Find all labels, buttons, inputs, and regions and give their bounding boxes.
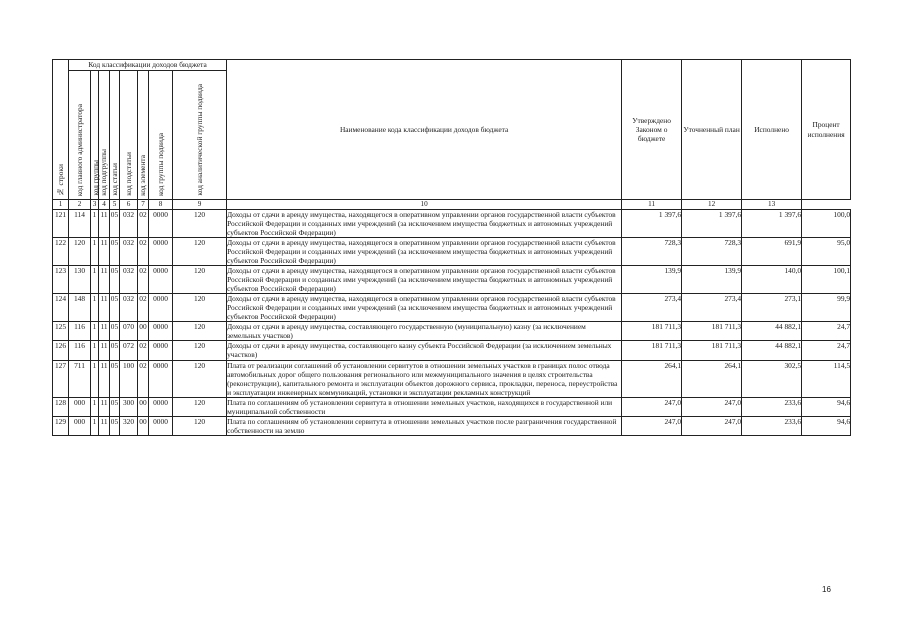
header-percent: Процент исполнения [802,60,851,200]
approved-value: 264,1 [622,360,682,397]
analytic-group-code: 120 [173,397,227,416]
executed-value: 302,5 [742,360,802,397]
percent-value: 24,7 [802,322,851,341]
refined-value: 1 397,6 [682,210,742,238]
table-row [53,210,851,238]
header-code-subgroup: код подгруппы [99,71,110,200]
article-code: 05 [110,360,120,397]
subtype-group-code: 0000 [149,238,173,266]
header-row-top [53,60,851,71]
admin-code: 120 [69,238,91,266]
column-index: 5 [110,200,120,210]
percent-value: 94,6 [802,416,851,435]
executed-value: 233,6 [742,416,802,435]
subtype-group-code: 0000 [149,322,173,341]
row-number: 121 [53,210,69,238]
subtype-group-code: 0000 [149,294,173,322]
analytic-group-code: 120 [173,416,227,435]
article-code: 05 [110,397,120,416]
admin-code: 000 [69,397,91,416]
approved-value: 273,4 [622,294,682,322]
percent-value: 100,0 [802,210,851,238]
percent-value: 99,9 [802,294,851,322]
approved-value: 181 711,3 [622,341,682,360]
row-number: 125 [53,322,69,341]
admin-code: 116 [69,322,91,341]
row-number: 122 [53,238,69,266]
header-approved: Утверждено Законом о бюджете [622,60,682,200]
column-index: 9 [173,200,227,210]
header-name: Наименование кода классификации доходов бюджета [227,60,622,200]
executed-value: 44 882,1 [742,322,802,341]
article-code: 05 [110,210,120,238]
element-code: 02 [138,238,149,266]
row-number: 129 [53,416,69,435]
percent-value: 100,1 [802,266,851,294]
element-code: 02 [138,360,149,397]
executed-value: 273,1 [742,294,802,322]
admin-code: 114 [69,210,91,238]
table-row [53,238,851,266]
row-number: 127 [53,360,69,397]
subarticle-code: 100 [120,360,138,397]
refined-value: 247,0 [682,416,742,435]
element-code: 02 [138,210,149,238]
executed-value: 691,9 [742,238,802,266]
approved-value: 247,0 [622,397,682,416]
subarticle-code: 320 [120,416,138,435]
subgroup-code: 11 [99,266,110,294]
revenue-name: Доходы от сдачи в аренду имущества, находящегося в оперативном управлении органов государственной власти субъектов Российской Федерации и созданных ими учреждений (за исключением имущества бюджетных и автономных учреждений субъектов Российской Федерации) [227,266,622,294]
revenue-name: Доходы от сдачи в аренду имущества, находящегося в оперативном управлении органов государственной власти субъектов Российской Федерации и созданных ими учреждений (за исключением имущества бюджетных и автономных учреждений субъектов Российской Федерации) [227,294,622,322]
revenue-name: Доходы от сдачи в аренду имущества, находящегося в оперативном управлении органов государственной власти субъектов Российской Федерации и созданных ими учреждений (за исключением имущества бюджетных и автономных учреждений субъектов Российской Федерации) [227,238,622,266]
group-code: 1 [91,238,99,266]
revenue-name: Доходы от сдачи в аренду имущества, находящегося в оперативном управлении органов государственной власти субъектов Российской Федерации и созданных ими учреждений (за исключением имущества бюджетных и автономных учреждений субъектов Российской Федерации) [227,210,622,238]
approved-value: 247,0 [622,416,682,435]
executed-value: 233,6 [742,397,802,416]
header-code-group-col: код группы [91,71,99,200]
revenue-name: Доходы от сдачи в аренду имущества, составляющего казну субъекта Российской Федерации (за исключением земельных участков) [227,341,622,360]
column-index: 13 [742,200,802,210]
header-row-number: № строки [53,60,69,200]
header-code-subarticle: код подстатьи [120,71,138,200]
admin-code: 148 [69,294,91,322]
group-code: 1 [91,341,99,360]
table-row [53,294,851,322]
refined-value: 181 711,3 [682,322,742,341]
group-code: 1 [91,210,99,238]
column-index-row [53,200,851,210]
subarticle-code: 032 [120,294,138,322]
analytic-group-code: 120 [173,360,227,397]
subgroup-code: 11 [99,294,110,322]
header-code-article: код статьи [110,71,120,200]
subgroup-code: 11 [99,360,110,397]
column-index: 3 [91,200,99,210]
approved-value: 181 711,3 [622,322,682,341]
analytic-group-code: 120 [173,341,227,360]
table-row [53,360,851,397]
executed-value: 44 882,1 [742,341,802,360]
article-code: 05 [110,322,120,341]
subgroup-code: 11 [99,397,110,416]
row-number: 124 [53,294,69,322]
row-number: 128 [53,397,69,416]
group-code: 1 [91,266,99,294]
analytic-group-code: 120 [173,210,227,238]
percent-value: 95,0 [802,238,851,266]
revenue-name: Плата от реализации соглашений об установлении сервитутов в отношении земельных участков в границах полос отвода автомобильных дорог общего пользования регионального или межмуниципального значения в целях строительства (реконструкции), капитального ремонта и эксплуатации объектов дорожного сервиса, прокладки, переноса, переустройства и эксплуатации инженерных коммуникаций, установки и эксплуатации рекламных конструкций [227,360,622,397]
table-row [53,266,851,294]
element-code: 00 [138,416,149,435]
column-index: 4 [99,200,110,210]
table-row [53,397,851,416]
subtype-group-code: 0000 [149,341,173,360]
admin-code: 711 [69,360,91,397]
subgroup-code: 11 [99,416,110,435]
subgroup-code: 11 [99,210,110,238]
subtype-group-code: 0000 [149,397,173,416]
refined-value: 181 711,3 [682,341,742,360]
element-code: 02 [138,294,149,322]
subtype-group-code: 0000 [149,210,173,238]
column-index: 1 [53,200,69,210]
element-code: 02 [138,266,149,294]
group-code: 1 [91,360,99,397]
subarticle-code: 070 [120,322,138,341]
approved-value: 139,9 [622,266,682,294]
element-code: 00 [138,322,149,341]
table-row [53,341,851,360]
header-executed: Исполнено [742,60,802,200]
refined-value: 264,1 [682,360,742,397]
subgroup-code: 11 [99,341,110,360]
column-index: 8 [149,200,173,210]
approved-value: 1 397,6 [622,210,682,238]
article-code: 05 [110,266,120,294]
admin-code: 130 [69,266,91,294]
article-code: 05 [110,416,120,435]
subgroup-code: 11 [99,322,110,341]
table-row [53,416,851,435]
group-code: 1 [91,294,99,322]
group-code: 1 [91,322,99,341]
header-code-element: код элемента [138,71,149,200]
row-number: 123 [53,266,69,294]
header-code-subtype-group: код группы подвида [149,71,173,200]
executed-value: 1 397,6 [742,210,802,238]
header-refined: Уточненный план [682,60,742,200]
subarticle-code: 300 [120,397,138,416]
article-code: 05 [110,238,120,266]
refined-value: 139,9 [682,266,742,294]
analytic-group-code: 120 [173,322,227,341]
refined-value: 247,0 [682,397,742,416]
revenue-name: Доходы от сдачи в аренду имущества, составляющего государственную (муниципальную) казну (за исключением земельных участков) [227,322,622,341]
column-index: 2 [69,200,91,210]
column-index: 11 [622,200,682,210]
element-code: 00 [138,397,149,416]
approved-value: 728,3 [622,238,682,266]
percent-value: 114,5 [802,360,851,397]
admin-code: 000 [69,416,91,435]
group-code: 1 [91,397,99,416]
subarticle-code: 032 [120,210,138,238]
analytic-group-code: 120 [173,294,227,322]
subarticle-code: 032 [120,238,138,266]
subarticle-code: 032 [120,266,138,294]
subtype-group-code: 0000 [149,360,173,397]
analytic-group-code: 120 [173,238,227,266]
header-code-admin: код главного администратора [69,71,91,200]
header-code-analytic-group: код аналитической группы подвида [173,71,227,200]
column-index: 12 [682,200,742,210]
header-code-group: Код классификации доходов бюджета [69,60,227,71]
revenue-name: Плата по соглашениям об установлении сервитута в отношении земельных участков после разграничения государственной собственности на землю [227,416,622,435]
subarticle-code: 072 [120,341,138,360]
table-row [53,322,851,341]
group-code: 1 [91,416,99,435]
refined-value: 728,3 [682,238,742,266]
article-code: 05 [110,294,120,322]
percent-value: 24,7 [802,341,851,360]
element-code: 02 [138,341,149,360]
executed-value: 140,0 [742,266,802,294]
subtype-group-code: 0000 [149,266,173,294]
revenue-name: Плата по соглашениям об установлении сервитута в отношении земельных участков, находящихся в государственной или муниципальной собственности [227,397,622,416]
budget-revenue-table [52,59,851,436]
article-code: 05 [110,341,120,360]
percent-value: 94,6 [802,397,851,416]
subgroup-code: 11 [99,238,110,266]
column-index: 7 [138,200,149,210]
row-number: 126 [53,341,69,360]
page-number: 16 [822,585,831,594]
subtype-group-code: 0000 [149,416,173,435]
analytic-group-code: 120 [173,266,227,294]
refined-value: 273,4 [682,294,742,322]
column-index: 6 [120,200,138,210]
column-index: 10 [227,200,622,210]
admin-code: 116 [69,341,91,360]
